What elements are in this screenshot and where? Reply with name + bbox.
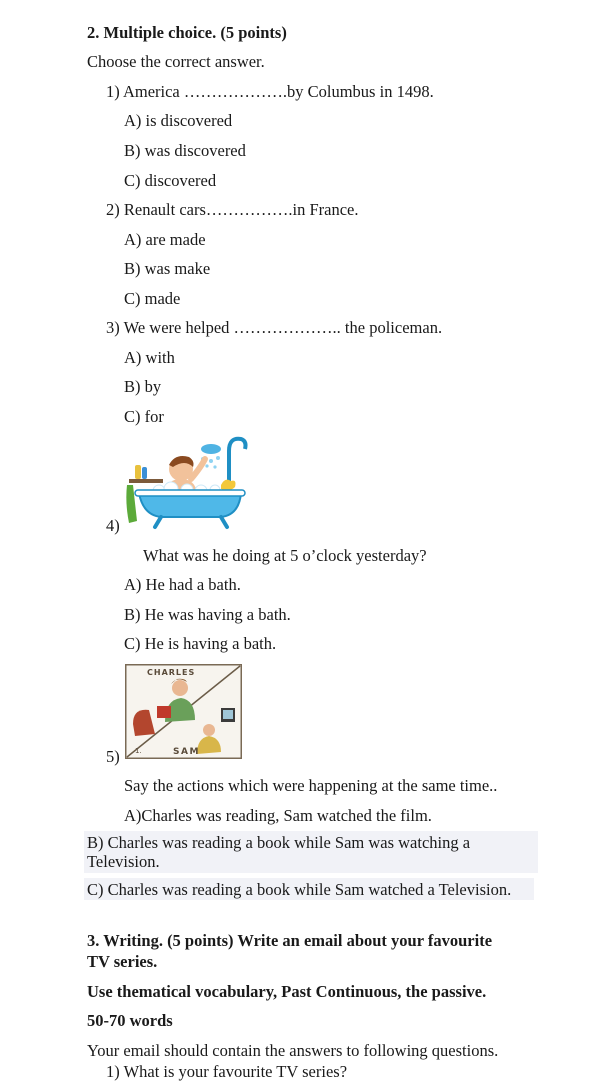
question-3-option-c: C) for xyxy=(124,407,164,426)
bathtub-feet xyxy=(155,517,227,527)
question-5-option-c: C) Charles was reading a book while Sam watched a Television. xyxy=(87,880,512,899)
question-4-option-a: A) He had a bath. xyxy=(124,575,241,594)
question-3-option-a: A) with xyxy=(124,348,175,367)
rubber-duck xyxy=(221,480,236,491)
bathtub-rim xyxy=(135,490,245,496)
question-5-stem: Say the actions which were happening at the same time.. xyxy=(124,776,498,795)
section-3-instruction: Your email should contain the answers to following questions. xyxy=(87,1041,499,1060)
picture-mark: 1. xyxy=(135,747,142,755)
question-3-stem: 3) We were helped ……………….. the policeman. xyxy=(106,318,443,337)
section-3-heading-line2: TV series. xyxy=(87,952,158,971)
question-4-number: 4) xyxy=(106,516,120,535)
section-3-word-count: 50-70 words xyxy=(87,1011,173,1030)
question-1-stem: 1) America ……………….by Columbus in 1498. xyxy=(106,82,434,101)
question-4-option-c: C) He is having a bath. xyxy=(124,634,277,653)
section-3-question-1: 1) What is your favourite TV series? xyxy=(106,1062,348,1081)
charles-and-sam-picture xyxy=(125,664,242,759)
sam-label: SAM xyxy=(173,747,200,757)
question-5-number: 5) xyxy=(106,747,120,766)
question-2-option-c: C) made xyxy=(124,289,181,308)
question-1-option-a: A) is discovered xyxy=(124,111,233,130)
question-5-option-b-line2: Television. xyxy=(87,852,160,871)
book xyxy=(157,706,171,718)
bottle xyxy=(135,465,141,479)
question-4-stem: What was he doing at 5 o’clock yesterday? xyxy=(143,546,427,565)
question-3-option-b: B) by xyxy=(124,377,162,396)
section-2-heading: 2. Multiple choice. (5 points) xyxy=(87,23,287,42)
shelf xyxy=(129,479,163,483)
charles-label: CHARLES xyxy=(147,668,196,677)
question-2-option-a: A) are made xyxy=(124,230,206,249)
question-2-option-b: B) was make xyxy=(124,259,211,278)
section-3-heading-line1: 3. Writing. (5 points) Write an email about your favourite xyxy=(87,931,493,950)
tv-screen xyxy=(223,710,233,719)
section-2-instruction: Choose the correct answer. xyxy=(87,52,265,71)
question-4-option-b: B) He was having a bath. xyxy=(124,605,291,624)
boy-bathing-picture xyxy=(125,433,249,531)
question-1-option-c: C) discovered xyxy=(124,171,217,190)
question-5-option-b-line1: B) Charles was reading a book while Sam was watching a xyxy=(87,833,471,852)
sam-head xyxy=(203,724,215,736)
question-2-stem: 2) Renault cars…………….in France. xyxy=(106,200,359,219)
question-5-option-a: A)Charles was reading, Sam watched the film. xyxy=(124,806,432,825)
question-1-option-b: B) was discovered xyxy=(124,141,246,160)
shower-head xyxy=(201,444,221,454)
section-3-requirement: Use thematical vocabulary, Past Continuous, the passive. xyxy=(87,982,487,1001)
charles-head xyxy=(172,680,188,696)
bottle xyxy=(142,467,147,479)
